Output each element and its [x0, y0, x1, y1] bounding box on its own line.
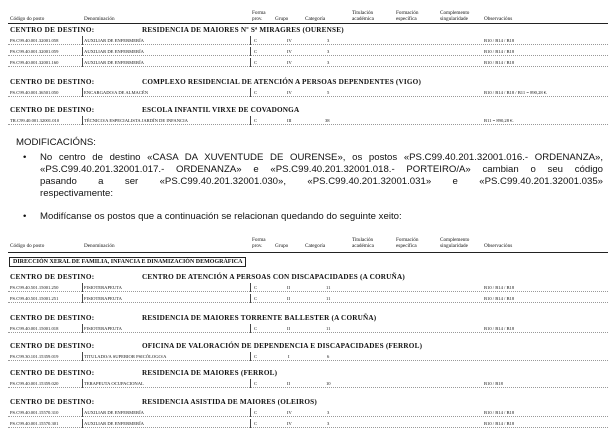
centro-destino-label: CENTRO DE DESTINO: [10, 106, 95, 114]
row-forma: C [254, 296, 258, 301]
row-grupo: II [287, 381, 291, 386]
row-code: PS.C99.40.001.15570.310 [10, 410, 59, 415]
col-header-forma-2: prov. [252, 16, 263, 22]
row-grupo: IV [287, 38, 292, 43]
centro-destino-label: CENTRO DE DESTINO: [10, 26, 95, 34]
direccion-xeral-box: DIRECCIÓN XERAL DE FAMILIA, INFANCIA E DINAMIZACIÓN DEMOGRÁFICA [9, 257, 246, 267]
row-rule [8, 387, 608, 388]
row-categoria: 11 [326, 326, 331, 331]
row-denominacion: ENCARGADO/A DE ALMACÉN [84, 90, 149, 95]
row-denominacion: TERAPEUTA OCUPACIONAL [84, 381, 144, 386]
row-grupo: II [287, 326, 291, 331]
row-forma: C [254, 49, 258, 54]
col-header-formacion-1: Formación [396, 237, 419, 243]
row-grupo: I [288, 354, 290, 359]
row-grupo: IV [287, 90, 292, 95]
row-observacions: B10 / B14 / B18 [484, 60, 515, 65]
table-row [0, 283, 615, 292]
row-categoria: 11 [326, 296, 331, 301]
bullet-1-line: respectivamente: [40, 188, 114, 199]
row-forma: C [254, 285, 258, 290]
bullet-2-text: Modifícanse os postos que a continuación se relacionan quedando do seguinte xeito: [40, 211, 402, 222]
row-rule [8, 360, 608, 361]
row-grupo: IV [287, 49, 292, 54]
col-header-codigo: Código do posto [10, 16, 45, 22]
destination-title: RESIDENCIA ASISTIDA DE MAIORES (OLEIROS) [142, 398, 317, 406]
row-rule [8, 416, 608, 417]
bullet-1-text [40, 152, 603, 200]
table-row [0, 379, 615, 388]
row-observacions: B10 / B14 / B18 [484, 410, 515, 415]
row-code: PS.C99.40.001.32001.160 [10, 60, 59, 65]
row-code: PS.C99.40.501.15001.250 [10, 285, 59, 290]
col-header-formacion-2: específica [396, 243, 417, 249]
row-rule [8, 55, 608, 56]
row-categoria: 3 [327, 410, 330, 415]
bullet-1-line: No centro de destino «CASA DA XUVENTUDE DE OURENSE», os postos «PS.C99.40.201.32001.016.- ORDENANZA», [40, 152, 603, 163]
col-header-complemento-1: Complemento [440, 237, 470, 243]
centro-destino-label: CENTRO DE DESTINO: [10, 314, 95, 322]
row-code: PS.C99.40.001.36501.050 [10, 90, 59, 95]
col-header-grupo: Grupo [275, 243, 289, 249]
row-denominacion: AUXILIAR DE ENFERMERÍA [84, 60, 144, 65]
table-row [0, 419, 615, 428]
row-code: PS.C99.40.001.15001.018 [10, 326, 59, 331]
row-forma: C [254, 354, 258, 359]
row-observacions: B10 / B14 / B18 / B11 = 890,28 €. [484, 90, 548, 95]
row-categoria: 6 [327, 354, 330, 359]
bullet-marker: • [23, 211, 27, 222]
row-grupo: II [287, 285, 291, 290]
col-header-titulacion-2: académica [352, 243, 374, 249]
bullet-marker: • [23, 152, 27, 163]
col-header-observacions: Observacións [484, 16, 513, 22]
row-code: PS.C99.40.001.32001.058 [10, 38, 59, 43]
row-forma: C [254, 381, 258, 386]
row-grupo: IV [287, 421, 292, 426]
row-forma: C [254, 60, 258, 65]
row-code: PS.C99.40.501.15001.251 [10, 296, 59, 301]
header-rule-top [8, 23, 608, 24]
bullet-1-line: pasando a ser «PS.C99.40.201.32001.030», «PS.C99.40.201.32001.031» e «PS.C99.40.201.32001.035» [40, 176, 603, 187]
destination-title: COMPLEXO RESIDENCIAL DE ATENCIÓN A PERSOAS DEPENDENTES (VIGO) [142, 78, 422, 86]
row-grupo: III [287, 118, 292, 123]
row-observacions: B10 / B14 / B18 [484, 285, 515, 290]
centro-destino-label: CENTRO DE DESTINO: [10, 78, 95, 86]
row-rule [8, 291, 608, 292]
col-header-denominacion: Denominación [84, 16, 115, 22]
row-categoria: 11 [326, 285, 331, 290]
col-header-titulacion-1: Titulación [352, 237, 374, 243]
row-code: PS.C99.40.001.15359.020 [10, 381, 59, 386]
destination-title: RESIDENCIA DE MAIORES TORRENTE BALLESTER (A CORUÑA) [142, 314, 377, 322]
row-rule [8, 44, 608, 45]
modification-bullet-1 [23, 152, 608, 202]
table-row [0, 294, 615, 303]
destination-title: RESIDENCIA DE MAIORES Nº Sª MIRAGRES (OURENSE) [142, 26, 344, 34]
row-categoria: 3 [327, 60, 330, 65]
table-row [0, 47, 615, 56]
row-code: PS.C99.40.001.32001.059 [10, 49, 59, 54]
col-header-complemento-1: Complemento [440, 10, 470, 16]
row-observacions: B10 / B14 / B18 [484, 49, 515, 54]
table-row [0, 116, 615, 125]
row-categoria: 5 [327, 90, 330, 95]
col-header-forma-2: prov. [252, 243, 263, 249]
row-categoria: 38 [325, 118, 330, 123]
modificacions-title: MODIFICACIÓNS: [16, 137, 96, 148]
col-header-titulacion-1: Titulación [352, 10, 374, 16]
destination-title: OFICINA DE VALORACIÓN DE DEPENDENCIA E DISCAPACIDADES (FERROL) [142, 342, 423, 350]
col-header-complemento-2: singularidade [440, 16, 468, 22]
row-denominacion: FISIOTERAPEUTA [84, 326, 122, 331]
col-header-complemento-2: singularidade [440, 243, 468, 249]
col-header-forma-1: Forma [252, 237, 266, 243]
centro-destino-label: CENTRO DE DESTINO: [10, 273, 95, 281]
centro-destino-label: CENTRO DE DESTINO: [10, 369, 95, 377]
row-forma: C [254, 90, 258, 95]
row-rule [8, 427, 608, 428]
row-forma: C [254, 118, 258, 123]
col-header-grupo: Grupo [275, 16, 289, 22]
row-denominacion: AUXILIAR DE ENFERMERÍA [84, 410, 144, 415]
table-row [0, 324, 615, 333]
row-denominacion: AUXILIAR DE ENFERMERÍA [84, 49, 144, 54]
row-categoria: 3 [327, 38, 330, 43]
row-grupo: IV [287, 60, 292, 65]
row-code: PS.C99.30.101.15359.019 [10, 354, 59, 359]
row-categoria: 3 [327, 421, 330, 426]
centro-destino-label: CENTRO DE DESTINO: [10, 398, 95, 406]
table-header-bottom [0, 236, 615, 258]
bullet-1-line: «PS.C99.40.201.32001.017.- ORDENANZA» e «PS.C99.40.201.32001.018.- PORTEIRO/A» cambian o seu código [40, 164, 603, 175]
row-forma: C [254, 421, 258, 426]
row-denominacion: AUXILIAR DE ENFERMERÍA [84, 421, 144, 426]
col-header-observacions: Observacións [484, 243, 513, 249]
row-denominacion: TITULADO/A SUPERIOR PSICÓLOGO/A [84, 354, 167, 359]
col-header-formacion-1: Formación [396, 10, 419, 16]
row-rule [8, 302, 608, 303]
col-header-formacion-2: específica [396, 16, 417, 22]
col-header-categoria: Categoría [305, 243, 326, 249]
col-header-codigo: Código do posto [10, 243, 45, 249]
row-rule [8, 66, 608, 67]
destination-title: RESIDENCIA DE MAIORES (FERROL) [142, 369, 278, 377]
row-observacions: B10 / B14 / B18 [484, 38, 515, 43]
row-grupo: II [287, 296, 291, 301]
table-row [0, 88, 615, 97]
destination-title: ESCOLA INFANTIL VIRXE DE COVADONGA [142, 106, 300, 114]
row-denominacion: FISIOTERAPEUTA [84, 296, 122, 301]
row-categoria: 3 [327, 49, 330, 54]
centro-destino-label: CENTRO DE DESTINO: [10, 342, 95, 350]
table-row [0, 352, 615, 361]
row-observacions: B11 = 890,28 €. [484, 118, 514, 123]
col-header-denominacion: Denominación [84, 243, 115, 249]
col-header-categoria: Categoría [305, 16, 326, 22]
header-rule-bottom [8, 252, 608, 253]
row-rule [8, 124, 608, 125]
row-forma: C [254, 38, 258, 43]
table-row [0, 58, 615, 67]
row-observacions: B10 / B14 / B18 [484, 296, 515, 301]
row-categoria: 10 [326, 381, 331, 386]
row-observacions: B10 / B14 / B18 [484, 326, 515, 331]
destination-title: CENTRO DE ATENCIÓN A PERSOAS CON DISCAPACIDADES (A CORUÑA) [142, 273, 405, 281]
row-observacions: B10 / B14 / B18 [484, 421, 515, 426]
col-header-forma-1: Forma [252, 10, 266, 16]
row-denominacion: TÉCNICO/A ESPECIALISTA JARDÍN DE INFANCIA [84, 118, 188, 123]
row-code: PS.C99.40.001.15570.301 [10, 421, 59, 426]
row-code: TR.C99.40.001.32001.010 [10, 118, 60, 123]
table-row [0, 36, 615, 45]
row-forma: C [254, 326, 258, 331]
table-row [0, 408, 615, 417]
row-rule [8, 96, 608, 97]
row-forma: C [254, 410, 258, 415]
row-denominacion: FISIOTERAPEUTA [84, 285, 122, 290]
col-header-titulacion-2: académica [352, 16, 374, 22]
row-rule [8, 332, 608, 333]
row-observacions: B10 / B18 [484, 381, 503, 386]
row-denominacion: AUXILIAR DE ENFERMERÍA [84, 38, 144, 43]
row-grupo: IV [287, 410, 292, 415]
modification-bullet-2 [23, 211, 608, 225]
